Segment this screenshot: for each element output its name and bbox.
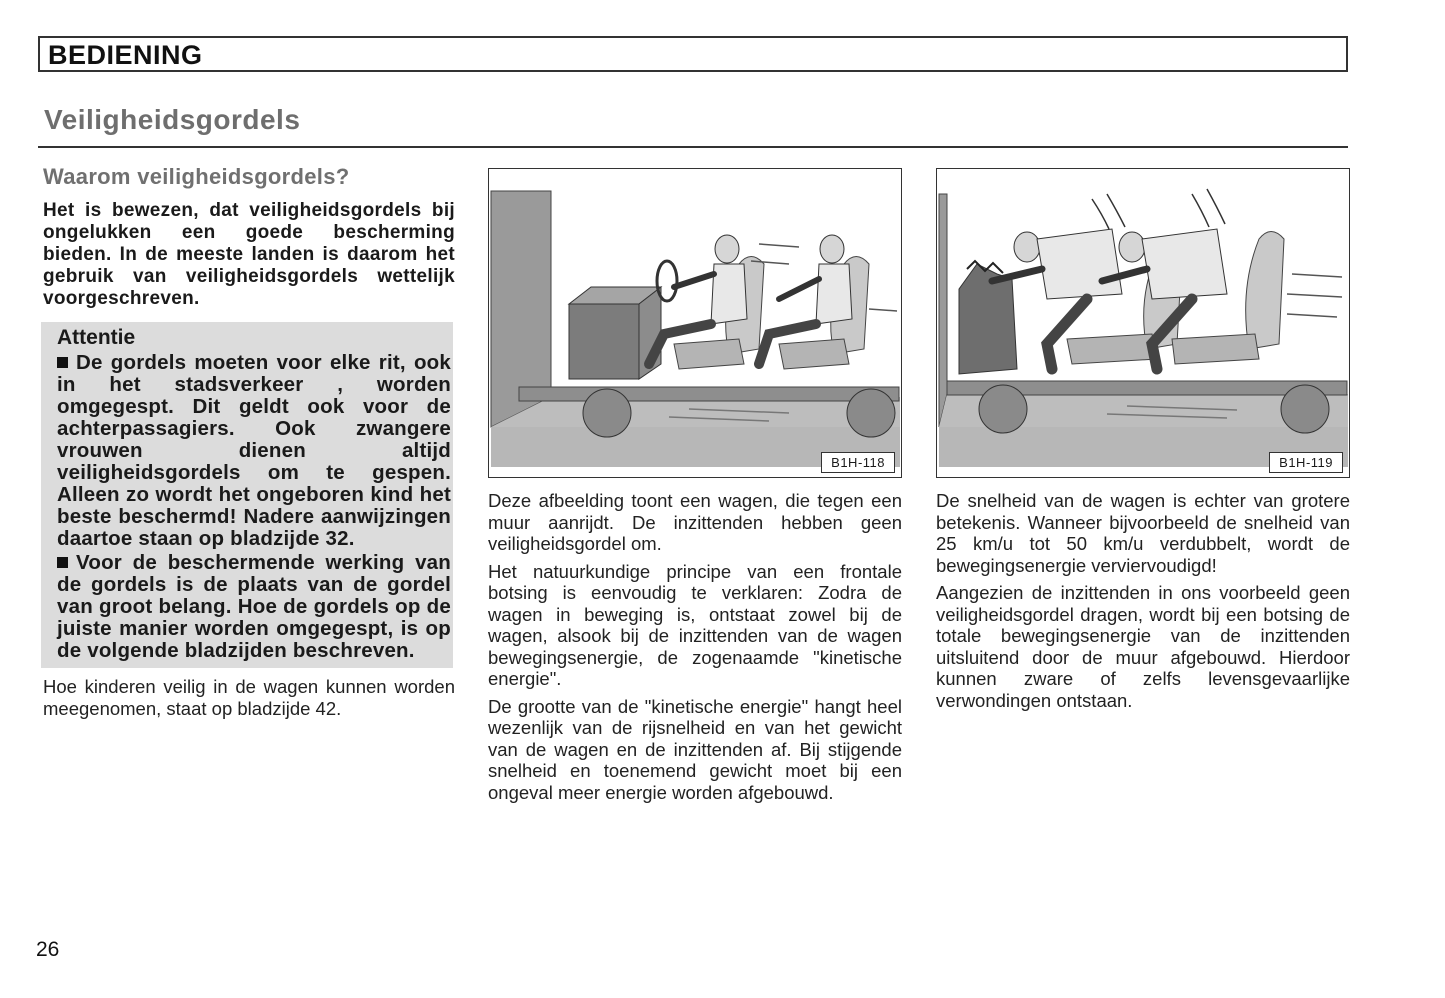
paragraph: Het natuurkundige principe van een frontale botsing is eenvoudig te verklaren: Zodra de wagen in beweging is, ontstaat zowel bij de wagen, alsook bij de inzittenden van de wagen bewegingsenergie, de zogenaamde "kinetische energie". bbox=[488, 560, 902, 689]
paragraph: Deze afbeelding toont een wagen, die tegen een muur aanrijdt. De inzittenden hebben geen veiligheidsgordel om. bbox=[488, 490, 902, 554]
attention-item-text: De gordels moeten voor elke rit, ook in het stadsverkeer , worden omgegespt. Dit geldt ook voor de achterpassagiers. Ook zwangere vrouwen dienen altijd veiligheidsgordels om te gespen. Alleen zo wordt het ongeboren kind het beste beschermd! Nadere aanwijzingen daartoe staan op bladzijde 32. bbox=[57, 351, 451, 550]
illustration-car-before-impact bbox=[489, 169, 900, 476]
paragraph: Aangezien de inzittenden in ons voorbeeld geen veiligheidsgordel dragen, wordt bij een botsing de totale bewegingsenergie van de inzittenden uitsluitend door de muur afgebouwd. Hierdoor kunnen zware of zelfs levensgevaarlijke verwondingen ontstaan. bbox=[936, 582, 1350, 711]
square-bullet-icon bbox=[57, 557, 68, 568]
figure-label: B1H-119 bbox=[1269, 452, 1343, 473]
figure-car-crash-unbelted bbox=[488, 168, 902, 478]
column-3-text bbox=[936, 490, 1350, 711]
intro-text: Het is bewezen, dat veiligheidsgordels bij ongelukken een goede bescherming bieden. In de meeste landen is daarom het gebruik van veiligheidsgordels wettelijk voorgeschreven. bbox=[43, 200, 455, 309]
section-title: Veiligheidsgordels bbox=[44, 104, 301, 135]
attention-item-text: Voor de beschermende werking van de gordels is de plaats van de gordel van groot belang. Hoe de gordels op de juiste manier worden omgegespt, is op de volgende bladzijden beschreven. bbox=[57, 551, 451, 662]
column-1 bbox=[43, 164, 455, 719]
attention-item bbox=[57, 552, 451, 662]
attention-item bbox=[57, 352, 451, 550]
illustration-car-impact bbox=[937, 169, 1348, 476]
figure-label: B1H-118 bbox=[821, 452, 895, 473]
attention-title: Attentie bbox=[57, 326, 136, 349]
paragraph: De snelheid van de wagen is echter van grotere betekenis. Wanneer bijvoorbeeld de snelheid van 25 km/u tot 50 km/u verdubbelt, wordt de bewegingsenergie verviervoudigd! bbox=[936, 490, 1350, 576]
subheading: Waarom veiligheidsgordels? bbox=[43, 164, 350, 189]
column-2-text bbox=[488, 490, 902, 803]
column-3 bbox=[936, 168, 1350, 711]
column-2 bbox=[488, 168, 902, 803]
square-bullet-icon bbox=[57, 357, 68, 368]
chapter-title: BEDIENING bbox=[48, 40, 203, 70]
chapter-header bbox=[38, 36, 1348, 72]
paragraph: De grootte van de "kinetische energie" hangt heel wezenlijk van de rijsnelheid en van het gewicht van de wagen en de inzittenden af. Bij stijgende snelheid en toenemend gewicht moet bij een ongeval meer energie worden afgebouwd. bbox=[488, 695, 902, 803]
figure-car-crash-impact bbox=[936, 168, 1350, 478]
child-safety-note: Hoe kinderen veilig in de wagen kunnen worden meegenomen, staat op bladzijde 42. bbox=[43, 676, 455, 719]
attention-box bbox=[41, 322, 453, 668]
page-number: 26 bbox=[36, 938, 60, 961]
title-rule bbox=[38, 146, 1348, 148]
